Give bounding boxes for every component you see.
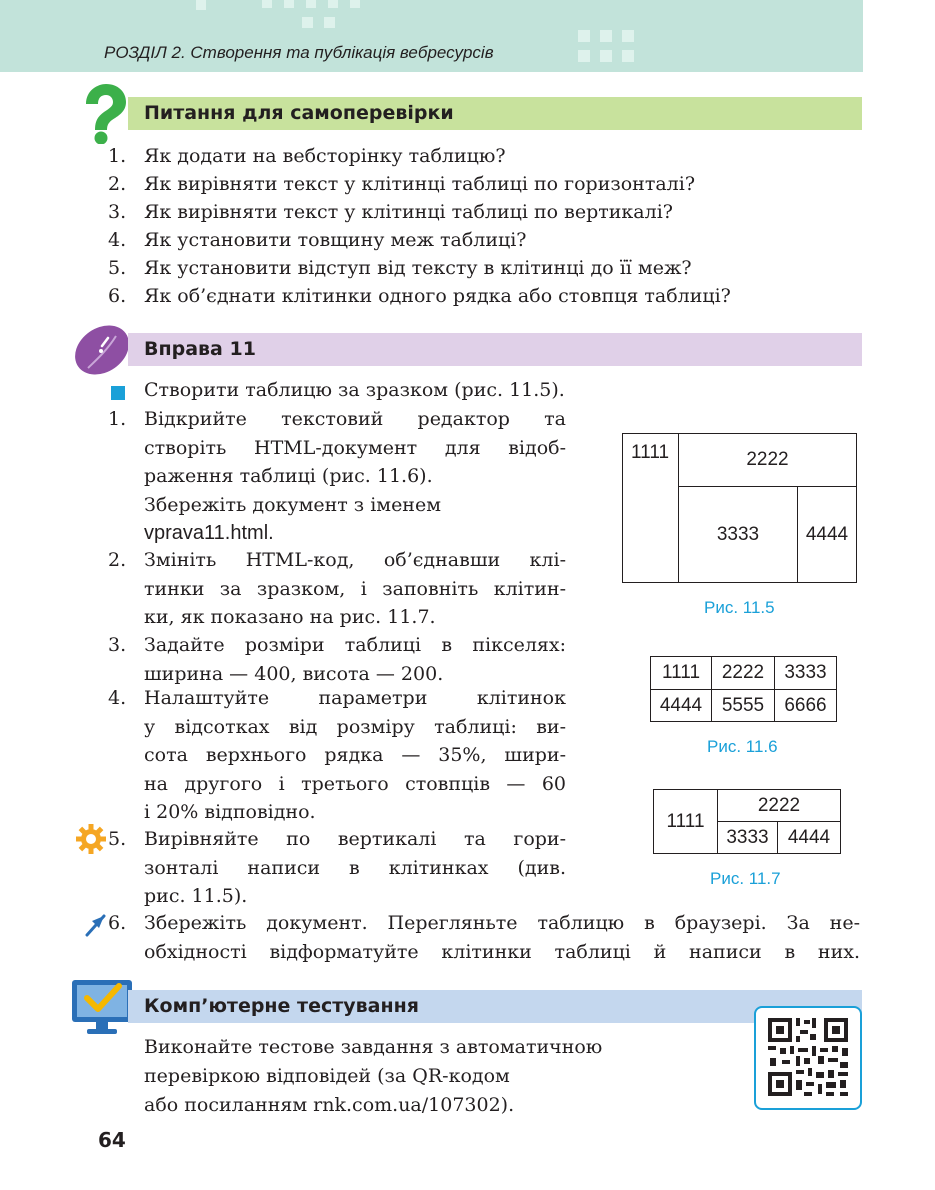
table-cell: 2222 [711,656,775,690]
gear-icon [76,824,106,854]
page-header [0,0,863,72]
figure-caption: Рис. 11.5 [704,598,775,617]
table-cell: 4444 [650,689,712,722]
exercise-title: Вправа 11 [128,333,862,366]
page-number: 64 [98,1128,126,1152]
list-item: 6. Як об’єднати клітинки одного рядка або стовпця таблиці? [108,285,731,307]
list-item: 5. Як установити відступ від тексту в клітинці до її меж? [108,257,692,279]
list-item: 1. Як додати на вебсторінку таблицю? [108,145,506,167]
question-mark-icon [78,84,130,144]
table-cell: 4444 [777,821,841,854]
table-cell: 3333 [774,656,837,690]
computer-test-title: Комп’ютерне тестування [128,990,862,1023]
table-cell: 1111 [650,656,712,690]
table-cell: 4444 [797,486,857,583]
figure-caption: Рис. 11.7 [710,869,781,888]
table-cell: 1111 [622,433,679,583]
section-title: РОЗДІЛ 2. Створення та публікація вебресурсів [104,43,494,62]
bullet-square-icon [111,386,125,400]
table-cell: 5555 [711,689,775,722]
table-cell: 1111 [653,789,718,854]
list-item: 2. Як вирівняти текст у клітинці таблиці по горизонталі? [108,173,695,195]
table-cell: 2222 [717,789,841,822]
table-cell: 6666 [774,689,837,722]
computer-test-text: Виконайте тестове завдання з автоматичною перевіркою відповідей (за QR-кодом або посиланням rnk.com.ua/107302). [144,1036,603,1116]
question-list [108,142,731,310]
self-check-title: Питання для самоперевірки [128,97,862,130]
figure-caption: Рис. 11.6 [707,737,778,756]
exercise-intro: Створити таблицю за зразком (рис. 11.5). [144,379,565,401]
table-cell: 3333 [717,821,778,854]
qr-code-graphic [756,1008,860,1108]
arrow-icon [84,914,106,938]
table-cell: 3333 [678,486,798,583]
list-item: 3. Як вирівняти текст у клітинці таблиці по вертикалі? [108,201,673,223]
qr-code-icon[interactable] [754,1006,862,1110]
mouse-icon [72,322,132,378]
table-cell: 2222 [678,433,857,487]
monitor-check-icon [70,978,134,1036]
list-item: 4. Як установити товщину меж таблиці? [108,229,527,251]
